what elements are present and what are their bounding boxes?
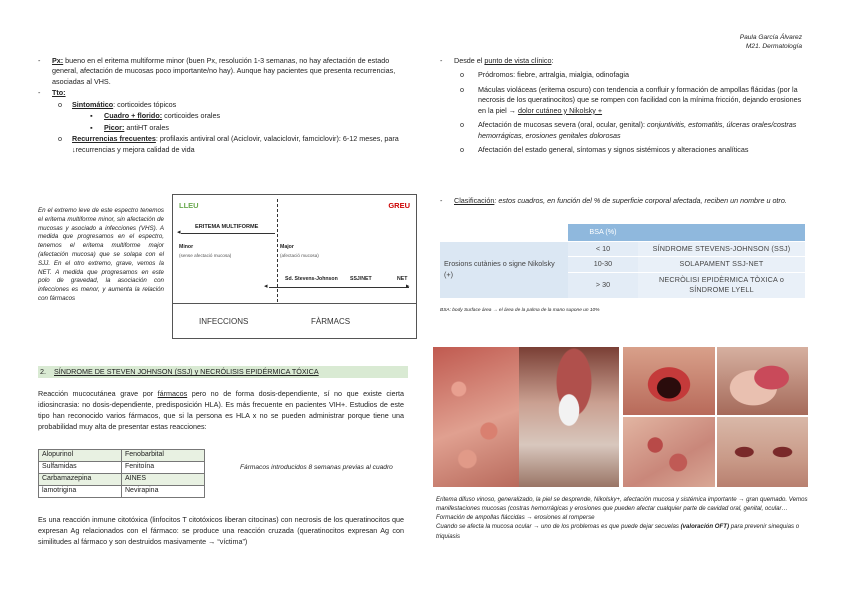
classification-body: : estos cuadros, en función del % de superficie corporal afectada, reciben un nombre u otro. — [494, 196, 787, 205]
bsa-name: NECRÒLISI EPIDÈRMICA TÒXICA o SÍNDROME LYELL — [638, 272, 805, 298]
item-underlined: dolor cutáneo y Nikolsky + — [517, 105, 603, 115]
author: Paula García Álvarez — [739, 34, 802, 41]
drug-cell: Fenobarbital — [122, 450, 205, 462]
minor-label: Minor — [179, 244, 194, 250]
recurrencias-item — [58, 134, 408, 155]
classification-bullet — [440, 196, 810, 206]
classification-label: Clasificación — [454, 196, 495, 205]
clinical-item-estado — [454, 145, 810, 155]
arrow-left-icon: ◂ — [177, 229, 181, 236]
clinical-item-mucosas — [454, 120, 810, 141]
recurrencias-label: Recurrencias frecuentes — [72, 134, 156, 144]
major-sublabel: (afectació mucosa) — [280, 253, 319, 258]
caption-text: Cuando se afecta la mucosa ocular → uno de los problemas es que puede dejar secuelas — [436, 523, 681, 531]
erosions-photo — [623, 417, 715, 487]
ocular-involvement-photo — [717, 417, 808, 487]
clinical-intro — [440, 56, 810, 66]
minor-sublabel: (sense afectació mucosa) — [179, 253, 232, 258]
circle-bullet: o — [58, 99, 62, 109]
cuadro-florido-label: Cuadro + florido: — [104, 111, 163, 121]
picor-label: Picor: — [104, 122, 125, 132]
ssj-net-label: SSJ/NET — [350, 276, 372, 282]
circle-bullet: o — [58, 134, 62, 144]
px-text: bueno en el eritema multiforme minor (buen Px, resolución 1-3 semanas, no hay afectación de estado general, afectación de mucosas poco importante/no hay). Aunque hay pacientes que presenta recurrencias, asociadas al VHS. — [52, 56, 396, 86]
item-text: Afectación del estado general, síntomas y signos sistémicos y alteraciones analíticas — [478, 145, 749, 155]
px-label: Px: — [52, 56, 64, 65]
page-header — [740, 33, 802, 51]
item-italic: conjuntivitis, estomatitis, úlceras orales/costras hemorrágicas, erosiones genitales dolorosas — [478, 120, 797, 140]
para-text: pero no de forma dosis-dependiente, sí no que existe cierta idiosincrasia: no dosis-dependiente, predisposición HLA). Es más frecuente en pacientes VIH+. Estudios de este tipo han reconocido varios fármacos, que si la persona es HLA x no se pueden administrar porque tiene una probabilidad muy alta de presentar estas reacciones: — [38, 389, 404, 432]
bsa-header-row — [440, 224, 805, 242]
patient-intubated-photo — [519, 347, 619, 487]
genital-lesions-photo — [717, 347, 808, 415]
arrow-left-icon: ◂ — [264, 283, 268, 290]
dash-bullet: - — [440, 196, 443, 205]
bsa-note: BSA: body Surface área → el área de la palma de la mano supone un 10% — [440, 308, 600, 313]
arrow-right-icon: ▸ — [406, 283, 410, 290]
blank-header-cell — [638, 224, 805, 242]
tto-label: Tto: — [52, 88, 66, 98]
sintomatico-text: : corticoides tópicos — [113, 99, 177, 109]
drug-cell: Fenitoína — [122, 462, 205, 474]
drug-cell: Nevirapina — [122, 486, 205, 498]
eritema-arrow — [181, 233, 275, 234]
square-bullet: ▪ — [90, 111, 93, 121]
oral-lesions-photo — [623, 347, 715, 415]
para-underlined: fármacos — [157, 389, 188, 398]
bsa-name: SÍNDROME STEVENS-JOHNSON (SSJ) — [638, 242, 805, 257]
clinical-item-maculas — [454, 85, 810, 116]
picor-item — [90, 123, 408, 133]
row-label: Erosions cutànies o signe Nikolsky (+) — [440, 242, 568, 299]
clinical-section — [440, 56, 810, 160]
eritema-label: ERITEMA MULTIFORME — [195, 224, 259, 230]
photo-caption — [436, 495, 808, 541]
dash-bullet: - — [440, 56, 443, 65]
infeccions-label: INFECCIONS — [199, 317, 249, 326]
table-row — [440, 242, 805, 257]
diagram-footer — [173, 303, 416, 339]
item-text: Pródromos: fiebre, artralgia, mialgia, odinofagia — [478, 70, 630, 80]
blank-cell — [440, 224, 568, 242]
clinical-item-prodromos — [454, 70, 810, 80]
section-paragraph-2: Es una reacción inmune citotóxica (linfocitos T citotóxicos liberan citocinas) con necrosis de los queratinocitos que expresan Ag relacionados con el fármaco: se produce una reacción cruzada (queratinocitos expresan Ag con similitudes al fármaco y son destruidos masivamente → “víctima”) — [38, 515, 404, 547]
table-row — [39, 474, 205, 486]
treatment-section — [38, 56, 408, 156]
circle-bullet: o — [460, 84, 464, 94]
item-text: Afectación de mucosas severa (oral, ocular, genital): — [478, 120, 647, 130]
subject: M21. Dermatología — [745, 43, 802, 51]
section-number: 2. — [40, 367, 46, 376]
spectrum-note: En el extremo leve de este espectro tenemos el eritema multiforme minor, sin afectación de mucosas y asociado a infecciones (VHS). A medida que progresamos en el espectro, tenemos el eritema multiforme major (afectación mucosa) que se solapa con el SJJ. En el otro extremo, grave, vemos la NET. A medida que progresamos en este polo de gravedad, la asociación con infecciones es menor, y aumenta la relación con fármacos — [38, 207, 164, 302]
intro-underlined: punto de vista clínico — [484, 56, 552, 65]
table-row — [39, 450, 205, 462]
caption-bold: (valoración OFT) — [680, 523, 729, 531]
drug-note: Fármacos introducidos 8 semanas previas al cuadro — [240, 464, 393, 471]
sintomatico-item — [58, 100, 408, 110]
picor-text: antiHT orales — [124, 122, 169, 132]
bsa-table — [440, 224, 805, 299]
major-label: Major — [280, 244, 294, 250]
skin-rash-photo — [433, 347, 519, 487]
bsa-header: BSA (%) — [568, 224, 638, 242]
greu-label: GREU — [388, 201, 410, 210]
spectrum-diagram — [172, 194, 417, 339]
circle-bullet: o — [460, 145, 464, 155]
dash-bullet: - — [38, 56, 41, 65]
intro-prefix: Desde el — [454, 56, 485, 65]
prognosis-bullet — [38, 56, 408, 87]
section-paragraph-1 — [38, 388, 404, 433]
caption-line — [436, 522, 808, 540]
square-bullet: ▪ — [90, 122, 93, 132]
classification-text — [440, 196, 810, 207]
section-title — [38, 366, 408, 378]
bsa-range: < 10 — [568, 242, 638, 257]
table-row — [39, 462, 205, 474]
circle-bullet: o — [460, 120, 464, 130]
caption-line: Formación de ampollas fláccidas → erosiones al romperse — [436, 514, 595, 522]
sjs-label: Sd. Stevens-Johnson — [285, 276, 338, 282]
cuadro-florido-item — [90, 111, 408, 121]
drug-cell: Sulfamidas — [39, 462, 122, 474]
item-text: Máculas violáceas (eritema oscuro) con tendencia a confluir y formación de ampollas flácidas (por la necrosis de los queratinocitos) que se rompen con facilidad con la mínima fricción, dejando erosiones en la piel → — [478, 84, 802, 115]
drug-cell: Alopurinol — [39, 450, 122, 462]
lleu-label: LLEU — [179, 201, 199, 210]
cuadro-florido-text: corticoides orales — [162, 111, 221, 121]
drug-cell: AINES — [122, 474, 205, 486]
farmacs-arrow — [269, 287, 409, 288]
drug-table — [38, 449, 205, 498]
farmacs-label: FÀRMACS — [311, 317, 351, 326]
drug-cell: Carbamazepina — [39, 474, 122, 486]
intro-suffix: : — [551, 56, 554, 65]
para-text: Reacción mucocutánea grave por — [38, 389, 158, 398]
caption-text: para prevenir sinequias o triquiasis — [436, 523, 800, 540]
circle-bullet: o — [460, 70, 464, 80]
tto-bullet — [38, 88, 408, 98]
table-row — [39, 486, 205, 498]
drug-cell: lamotrigina — [39, 486, 122, 498]
bsa-name: SOLAPAMENT SSJ-NET — [638, 257, 805, 272]
sintomatico-label: Sintomático — [72, 99, 114, 109]
caption-line: Eritema difuso vinoso, generalizado, la piel se desprende, Nikolsky+, afectación mucosa y sistémica importante → gran quemado. Vemos manifestaciones mucosas (costras hemorrágicas y erosiones que pueden afectar cualquier parte de cavidad oral, genital, ocular… — [436, 496, 808, 513]
section-title-text: SÍNDROME DE STEVEN JOHNSON (SSJ) y NECRÓLISIS EPIDÉRMICA TÓXICA — [54, 367, 319, 376]
recurrencias-text: : profilaxis antiviral oral (Aciclovir, valaciclovir, famciclovir): 6-12 meses, para ↓recurrencias y mejora calidad de vida — [72, 134, 399, 154]
net-label: NET — [397, 276, 408, 282]
bsa-range: 10-30 — [568, 257, 638, 272]
dash-bullet: - — [38, 88, 41, 98]
bsa-range: > 30 — [568, 272, 638, 298]
